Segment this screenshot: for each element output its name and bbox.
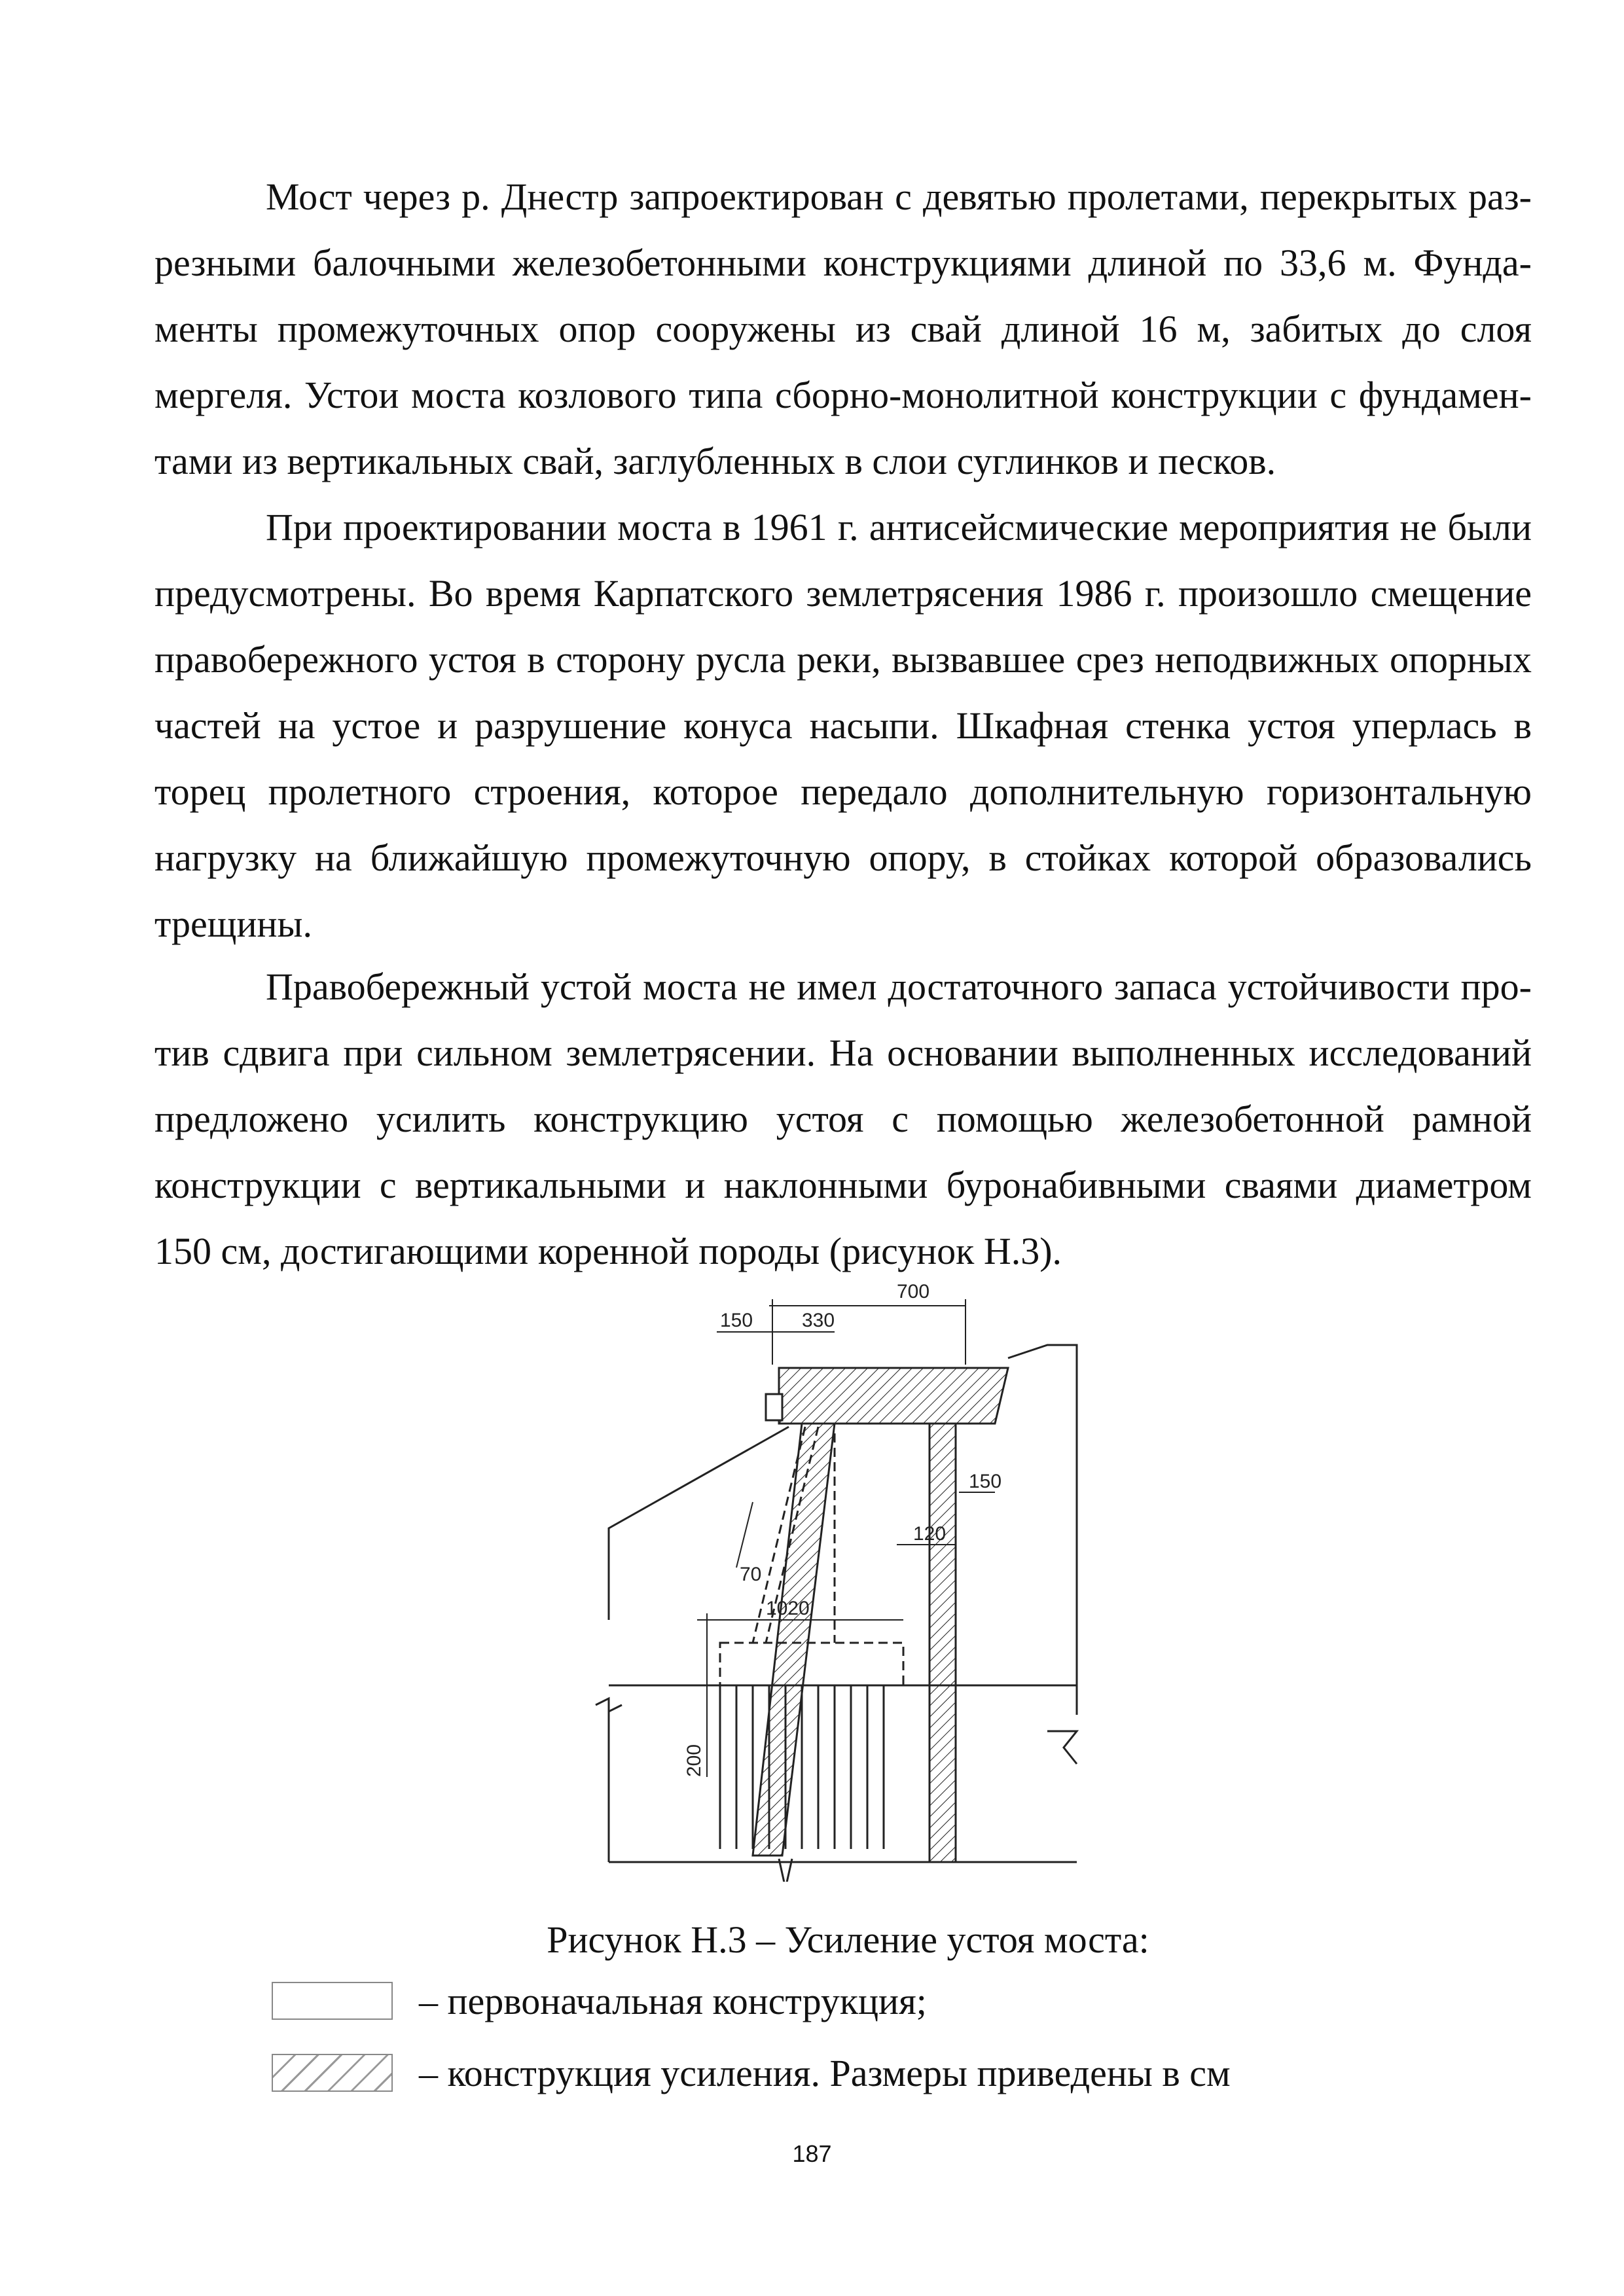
dimension-label-150-top: 150: [720, 1310, 753, 1331]
dimension-label-1020: 1020: [766, 1598, 810, 1619]
legend-swatch-plain: [272, 1982, 393, 2020]
original-piles: [720, 1685, 884, 1849]
dimension-label-330: 330: [802, 1310, 835, 1331]
dimension-label-70: 70: [740, 1564, 762, 1585]
dimension-label-700: 700: [897, 1281, 930, 1302]
dimension-label-200: 200: [683, 1744, 705, 1777]
paragraph-3: Правобережный устой моста не имел достаточного запаса устойчивости против сдвига при сильном землетрясении. На основании выполненных исследований предложено усилить конструкцию устоя с помощью железобетонной рамной конструкции с вертикальными и наклонными буронабивными сваями диаметром 150 см, достигающими коренной породы (рисунок Н.3).: [154, 965, 1532, 1272]
original-structure: [596, 1345, 1077, 1882]
dimension-label-120: 120: [913, 1523, 947, 1545]
abutment-strengthening-drawing: [589, 1280, 1113, 1882]
legend-original-text: – первоначальная конструкция;: [419, 1979, 927, 2022]
legend-strengthening: [272, 2050, 1231, 2096]
legend-swatch-hatched: [272, 2054, 393, 2092]
figure-caption: Рисунок Н.3 – Усиление устоя моста:: [547, 1918, 1149, 1961]
legend-original: [272, 1978, 927, 2024]
legend-strengthening-text: – конструкция усиления. Размеры приведены в см: [419, 2051, 1231, 2094]
paragraph-2: При проектировании моста в 1961 г. антисейсмические мероприятия не были предусмотрены. Во время Карпатского землетрясения 1986 г. произошло смещение правобережного устоя в сторону русла реки, вызвавшее срез неподвижных опорных частей на устое и разрушение конуса насыпи. Шкафная стенка устоя уперлась в торец пролетного строения, которое передало дополнительную горизонтальную нагрузку на ближайшую промежуточную опору, в стойках которой образовались трещины.: [154, 506, 1532, 945]
paragraph-1: Мост через р. Днестр запроектирован с девятью пролетами, перекрытых разрезными балочными железобетонными конструкциями длиной по 33,6 м. Фундаменты промежуточных опор сооружены из свай длиной 16 м, забитых до слоя мергеля. Устои моста козлового типа сборно-монолитной конструкции с фундаментами из вертикальных свай, заглубленных в слои суглинков и песков.: [154, 175, 1532, 482]
dimension-label-150-right: 150: [969, 1471, 1002, 1492]
page-number: 187: [792, 2140, 832, 2167]
